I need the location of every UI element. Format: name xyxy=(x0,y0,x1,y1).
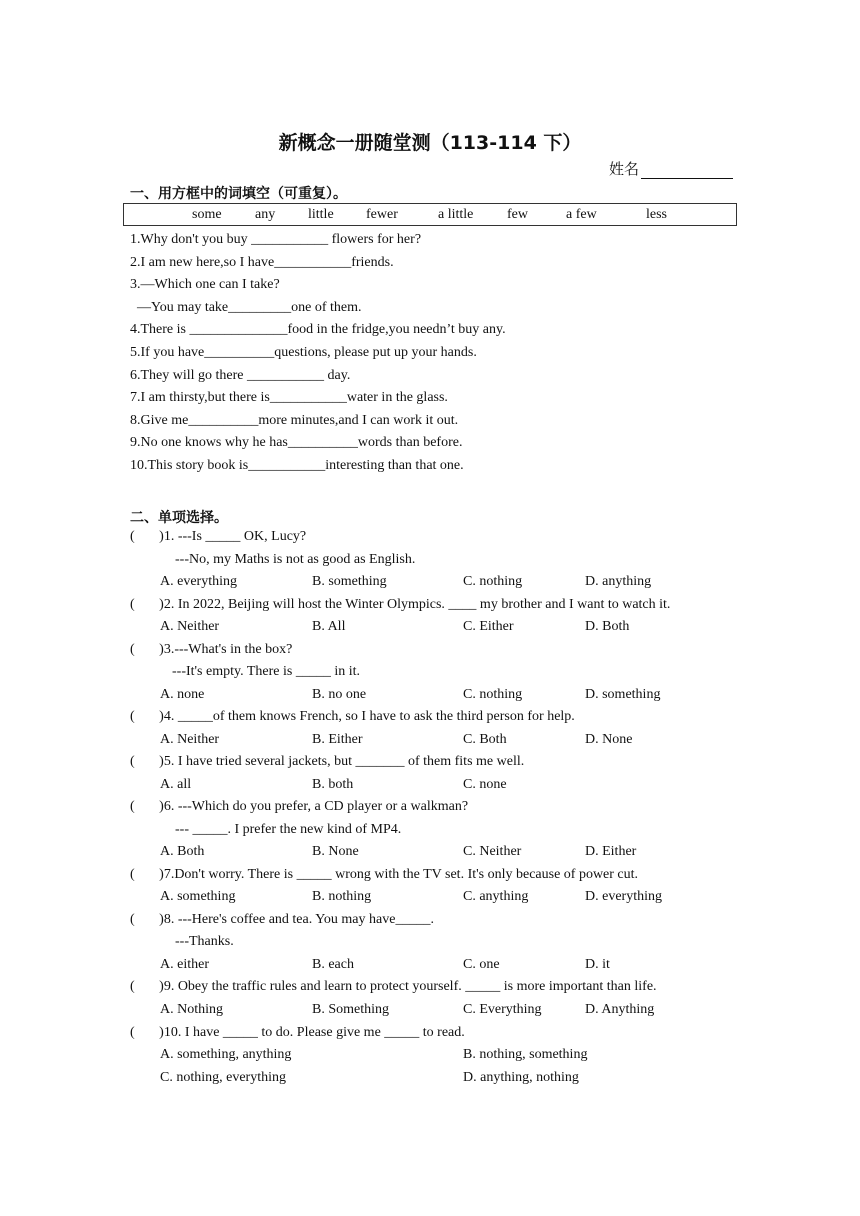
option-a[interactable]: A. something xyxy=(160,889,236,904)
option-d[interactable]: D. something xyxy=(585,687,661,702)
option-a[interactable]: A. Neither xyxy=(160,619,220,634)
word-item: few xyxy=(507,207,528,222)
fill-blank-line: 9.No one knows why he has__________words than before. xyxy=(130,435,463,450)
word-item: a few xyxy=(566,207,597,222)
fill-blank-line: 10.This story book is___________interesting than that one. xyxy=(130,458,464,473)
fill-blank-line: 2.I am new here,so I have___________friends. xyxy=(130,255,394,270)
option-a[interactable]: A. Neither xyxy=(160,732,220,747)
fill-blank-line: 5.If you have__________questions, please put up your hands. xyxy=(130,345,477,360)
word-item: little xyxy=(308,207,334,222)
option-c[interactable]: C. Everything xyxy=(463,1002,542,1017)
question-stem: ( )8. ---Here's coffee and tea. You may have_____. xyxy=(130,912,434,927)
fill-blank-line: 6.They will go there ___________ day. xyxy=(130,368,351,383)
question-stem: ( )5. I have tried several jackets, but _______ of them fits me well. xyxy=(130,754,525,769)
option-a[interactable]: A. everything xyxy=(160,574,237,589)
question-stem-2: ---It's empty. There is _____ in it. xyxy=(172,664,360,679)
option-a[interactable]: A. all xyxy=(160,777,192,792)
fill-blank-line: —You may take_________one of them. xyxy=(130,300,362,315)
option-c[interactable]: C. Neither xyxy=(463,844,522,859)
question-stem: ( )3.---What's in the box? xyxy=(130,642,293,657)
option-d[interactable]: D. Anything xyxy=(585,1002,655,1017)
word-item: less xyxy=(646,207,667,222)
option-c[interactable]: C. anything xyxy=(463,889,529,904)
option-b[interactable]: B. something xyxy=(312,574,387,589)
word-item: some xyxy=(192,207,222,222)
option-c[interactable]: C. Both xyxy=(463,732,507,747)
question-stem-2: ---No, my Maths is not as good as English. xyxy=(175,552,416,567)
option-d[interactable]: D. Both xyxy=(585,619,630,634)
question-stem: ( )10. I have _____ to do. Please give me _____ to read. xyxy=(130,1025,465,1040)
option-c[interactable]: C. nothing xyxy=(463,574,523,589)
option-c[interactable]: C. nothing xyxy=(463,687,523,702)
option-d[interactable]: D. it xyxy=(585,957,610,972)
option-b[interactable]: B. both xyxy=(312,777,354,792)
option-a[interactable]: A. none xyxy=(160,687,205,702)
name-label: 姓名 xyxy=(609,160,640,178)
option-c[interactable]: C. Either xyxy=(463,619,514,634)
word-item: fewer xyxy=(366,207,398,222)
option-d[interactable]: D. anything xyxy=(585,574,652,589)
section2-heading: 二、单项选择。 xyxy=(130,510,228,526)
name-field xyxy=(609,158,733,179)
option-d[interactable]: D. anything, nothing xyxy=(463,1070,579,1085)
fill-blank-line: 4.There is ______________food in the fridge,you needn’t buy any. xyxy=(130,322,506,337)
question-stem: ( )6. ---Which do you prefer, a CD player or a walkman? xyxy=(130,799,469,814)
option-c[interactable]: C. none xyxy=(463,777,507,792)
option-b[interactable]: B. no one xyxy=(312,687,367,702)
option-a[interactable]: A. something, anything xyxy=(160,1047,292,1062)
option-c[interactable]: C. nothing, everything xyxy=(160,1070,286,1085)
question-stem-2: ---Thanks. xyxy=(175,934,234,949)
option-b[interactable]: B. Something xyxy=(312,1002,390,1017)
question-stem: ( )1. ---Is _____ OK, Lucy? xyxy=(130,529,307,544)
fill-blank-line: 3.—Which one can I take? xyxy=(130,277,280,292)
question-stem: ( )7.Don't worry. There is _____ wrong with the TV set. It's only because of power cut. xyxy=(130,867,639,882)
page-title: 新概念一册随堂测（113-114 下） xyxy=(278,132,582,154)
question-stem: ( )9. Obey the traffic rules and learn to protect yourself. _____ is more important than life. xyxy=(130,979,657,994)
fill-blank-line: 7.I am thirsty,but there is___________water in the glass. xyxy=(130,390,448,405)
option-a[interactable]: A. either xyxy=(160,957,209,972)
question-stem-2: --- _____. I prefer the new kind of MP4. xyxy=(175,822,402,837)
option-a[interactable]: A. Nothing xyxy=(160,1002,223,1017)
word-item: any xyxy=(255,207,276,222)
word-item: a little xyxy=(438,207,474,222)
section1-heading: 一、用方框中的词填空（可重复）。 xyxy=(130,186,347,202)
name-blank[interactable] xyxy=(641,162,733,179)
option-d[interactable]: D. everything xyxy=(585,889,662,904)
option-b[interactable]: B. each xyxy=(312,957,354,972)
option-c[interactable]: C. one xyxy=(463,957,500,972)
fill-blank-line: 8.Give me__________more minutes,and I can work it out. xyxy=(130,413,459,428)
option-b[interactable]: B. nothing, something xyxy=(463,1047,588,1062)
option-b[interactable]: B. nothing xyxy=(312,889,372,904)
question-stem: ( )4. _____of them knows French, so I have to ask the third person for help. xyxy=(130,709,575,724)
fill-blank-line: 1.Why don't you buy ___________ flowers for her? xyxy=(130,232,422,247)
option-b[interactable]: B. Either xyxy=(312,732,363,747)
option-b[interactable]: B. All xyxy=(312,619,346,634)
word-box xyxy=(123,203,737,226)
option-d[interactable]: D. None xyxy=(585,732,633,747)
option-d[interactable]: D. Either xyxy=(585,844,637,859)
option-b[interactable]: B. None xyxy=(312,844,359,859)
question-stem: ( )2. In 2022, Beijing will host the Winter Olympics. ____ my brother and I want to watch it. xyxy=(130,597,671,612)
option-a[interactable]: A. Both xyxy=(160,844,205,859)
